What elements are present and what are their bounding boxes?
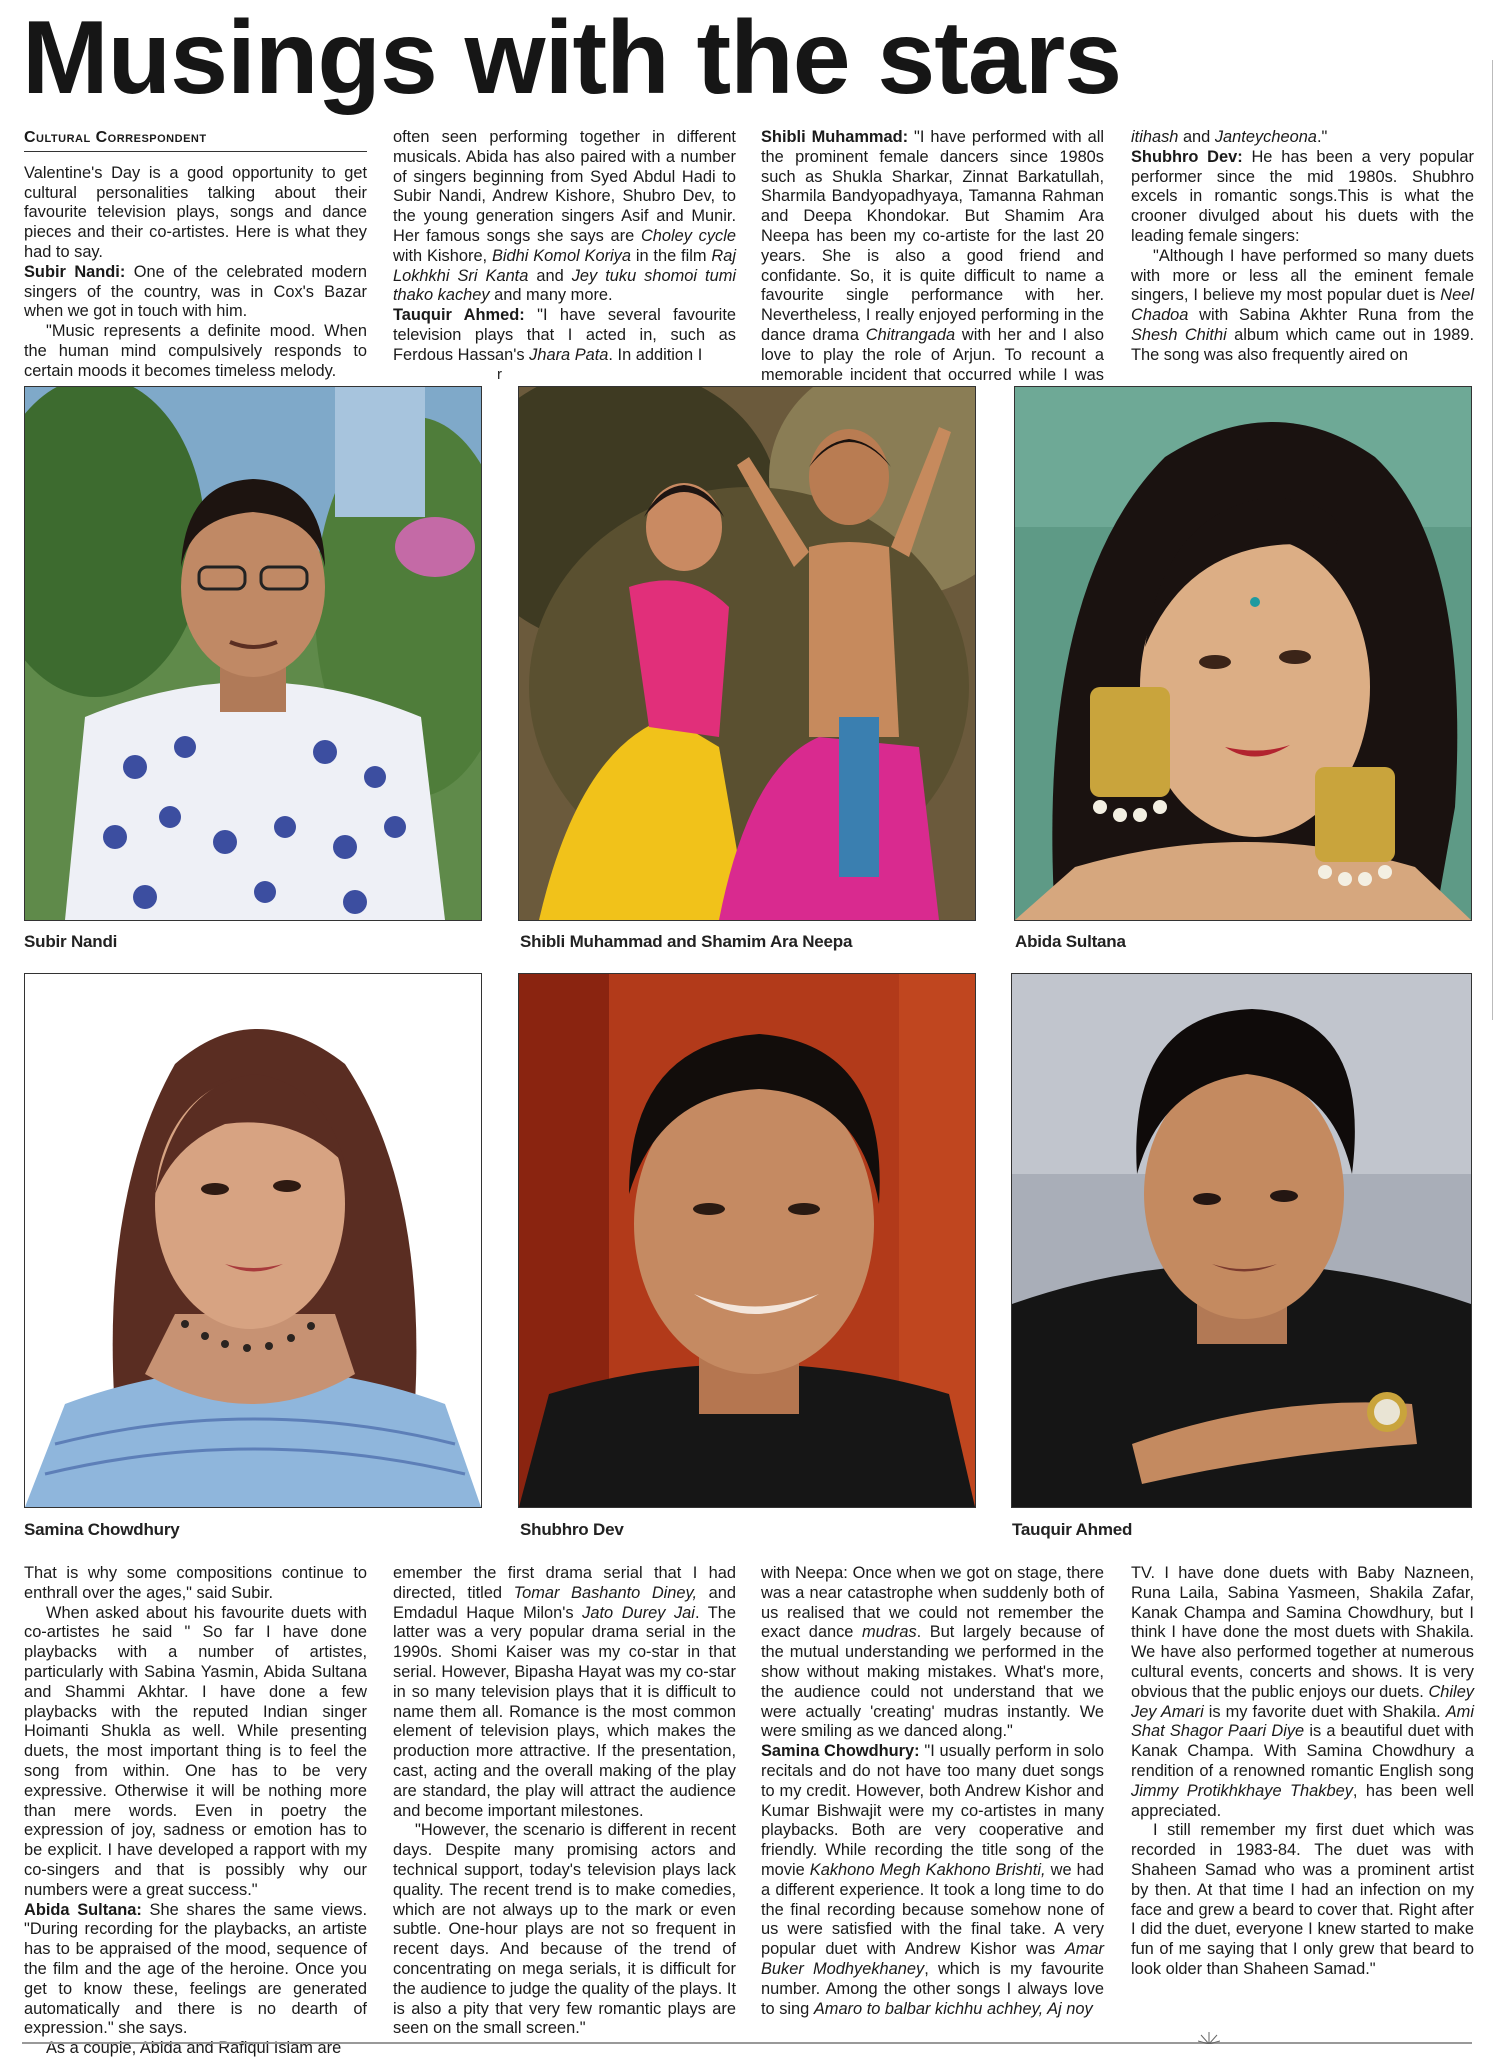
subir-paragraph: Subir Nandi: One of the celebrated modern singers of the country, was in Cox's Bazar when we got in touch with him.: [24, 262, 367, 321]
top-column-2: [393, 128, 736, 366]
caption-subir-nandi: Subir Nandi: [24, 932, 118, 951]
subir-duets: When asked about his favourite duets with co-artistes he said " So far I have done playbacks with a number of artistes, particularly with Sabina Yasmin, Abida Sultana and Shammi Akhtar. I have done a few playbacks with the reputed Indian singer Hoimanti Shukla as well. While presenting duets, the most important thing is to feel the song from within. One has to be very expressive. Otherwise it will be nothing more than mere words. Even in poetry the expression of joy, sadness or emotion has to be explicit. I have developed a rapport with my co-singers and that is possibly why our numbers were a great success.": [24, 1603, 367, 1899]
shibli-paragraph: Shibli Muhammad: "I have performed with all the prominent female dancers since 1980s such as Shukla Sharkar, Zinnat Barkatullah, Sharmila Bandyopadhyaya, Tamanna Rahman and Deepa Khondokar. But Shamim Ara Neepa has been my co-artiste for the last 20 years. She is also a good friend and confidante. So, it is quite difficult to name a favourite single performance with her. Nevertheless, I really enjoyed performing in the dance drama Chitrangada with her and I also love to play the role of Arjun. To recount a memorable incident that occurred while I was: [761, 128, 1104, 384]
photo-shibli-neepa: [518, 386, 976, 921]
byline: Cultural Correspondent: [24, 128, 367, 152]
right-margin-rule: [1492, 60, 1493, 1020]
subir-continued: That is why some compositions continue to enthrall over the ages," said Subir.: [24, 1564, 367, 1602]
stray-character: r: [497, 366, 502, 383]
bottom-column-1: [24, 1564, 367, 2059]
abida-couple: As a couple, Abida and Rafiqul Islam are: [46, 2039, 342, 2058]
shibli-neepa-continued: with Neepa: Once when we got on stage, there was a near catastrophe when suddenly both of us realised that we could not remember the exact dance mudras. But largely because of the mutual understanding we performed in the show without making mistakes. What's more, the audience could not understand that we were actually 'creating' mudras instantly. We were smiling as we danced along.": [761, 1564, 1104, 1741]
caption-shibli-neepa: Shibli Muhammad and Shamim Ara Neepa: [520, 932, 853, 951]
shubhro-first-duet: I still remember my first duet which was recorded in 1983-84. The duet was with Shaheen Samad who was a prominent artist by then. At that time I had an infection on my face and grew a beard to cover that. Right after I did the duet, everyone I knew started to make fun of me saying that I only grew that beard to look older than Shaheen Samad.": [1131, 1821, 1474, 1978]
caption-samina-chowdhury: Samina Chowdhury: [24, 1520, 180, 1539]
photo-samina-chowdhury: [24, 973, 482, 1508]
tauquir-scenario: "However, the scenario is different in recent days. Despite many promising actors and technical support, today's television plays lack quality. The recent trend is to make comedies, which are not always up to the mark or even subtle. One-hour plays are not so frequent in recent days. And because of the trend of concentrating on mega serials, it is difficult for the audience to judge the quality of the plays. It is also a pity that very few romantic plays are seen on the small screen.": [393, 1821, 736, 2038]
abida-paragraph: Abida Sultana: She shares the same views. "During recording for the playbacks, an artiste has to be appraised of the mood, sequence of the film and the age of the heroine. Once you get to know these, feelings are generated automatically and there is no dearth of expression." she says.: [24, 1900, 367, 2038]
subir-quote: "Music represents a definite mood. When the human mind compulsively responds to certain moods it becomes timeless melody.: [24, 322, 367, 380]
bottom-column-2: [393, 1564, 736, 2039]
intro-paragraph: Valentine's Day is a good opportunity to get cultural personalities talking about their favourite television plays, songs and dance pieces and their co-artistes. Here is what they had to say.: [24, 163, 367, 261]
page-bottom-rule: [22, 2042, 1472, 2044]
shubhro-paragraph: Shubhro Dev: He has been a very popular performer since the mid 1980s. Shubhro excels in romantic songs.This is what the crooner divulged about his duets with the leading female singers:: [1131, 147, 1474, 245]
photo-tauquir-ahmed: [1011, 973, 1472, 1508]
top-column-1: [24, 128, 367, 382]
caption-tauquir-ahmed: Tauquir Ahmed: [1012, 1520, 1133, 1539]
headline: Musings with the stars: [22, 0, 1122, 116]
caption-abida-sultana: Abida Sultana: [1015, 932, 1126, 951]
top-column-4: [1131, 128, 1474, 366]
tauquir-continued: emember the first drama serial that I had directed, titled Tomar Bashanto Diney, and Emdadul Haque Milon's Jato Durey Jai. The latter was a very popular drama serial in the 1990s. Shomi Kaiser was my co-star in that serial. However, Bipasha Hayat was my co-star in so many television plays that it is difficult to name them all. Romance is the most common element of television plays, which makes the production more attractive. If the presentation, cast, acting and the overall making of the play are standard, the play will attract the audience and become important milestones.: [393, 1564, 736, 1820]
shibli-continued: itihash and Janteycheona.": [1131, 128, 1328, 146]
abida-continued: often seen performing together in different musicals. Abida has also paired with a number of singers beginning from Syed Abdul Hadi to Subir Nandi, Andrew Kishore, Shubro Dev, to the young generation singers Asif and Munir. Her famous songs she says are Choley cycle with Kishore, Bidhi Komol Koriya in the film Raj Lokhkhi Sri Kanta and Jey tuku shomoi tumi thako kachey and many more.: [393, 128, 737, 305]
top-column-3: [761, 128, 1104, 405]
bottom-column-3: [761, 1564, 1104, 2019]
ornament-icon: [1198, 2030, 1220, 2044]
photo-shubhro-dev: [518, 973, 976, 1508]
photo-subir-nandi: [24, 386, 482, 921]
shubhro-continued: TV. I have done duets with Baby Nazneen, Runa Laila, Sabina Yasmeen, Shakila Zafar, Kanak Champa and Samina Chowdhury, but I think I have done the most duets with Shakila. We have also performed together at numerous cultural events, concerts and shows. It is very obvious that the public enjoys our duets. Chiley Jey Amari is my favorite duet with Shakila. Ami Shat Shagor Paari Diye is a beautiful duet with Kanak Champa. With Samina Chowdhury a rendition of a renowned romantic English song Jimmy Protikhkhaye Thakbey, has been well appreciated.: [1131, 1564, 1474, 1820]
tauquir-paragraph: Tauquir Ahmed: "I have several favourite television plays that I acted in, such as Ferdous Hassan's Jhara Pata. In addition I: [393, 306, 736, 364]
bottom-column-4: [1131, 1564, 1474, 1980]
shubhro-quote: "Although I have performed so many duets with more or less all the eminent female singers, I believe my most popular duet is Neel Chadoa with Sabina Akhter Runa from the Shesh Chithi album which came out in 1989. The song was also frequently aired on: [1131, 246, 1474, 364]
photo-abida-sultana: [1014, 386, 1472, 921]
samina-paragraph: Samina Chowdhury: "I usually perform in solo recitals and do not have too many duet songs to my credit. However, both Andrew Kishor and Kumar Bishwajit were my co-artistes in many playbacks. Both are very cooperative and friendly. While recording the title song of the movie Kakhono Megh Kakhono Brishti, we had a different experience. It took a long time to do the final recording because somehow none of us were satisfied with the final take. A very popular duet with Andrew Kishor was Amar Buker Modhyekhaney, which is my favourite number. Among the other songs I always love to sing Amaro to balbar kichhu achhey, Aj noy: [761, 1742, 1104, 2018]
caption-shubhro-dev: Shubhro Dev: [520, 1520, 624, 1539]
